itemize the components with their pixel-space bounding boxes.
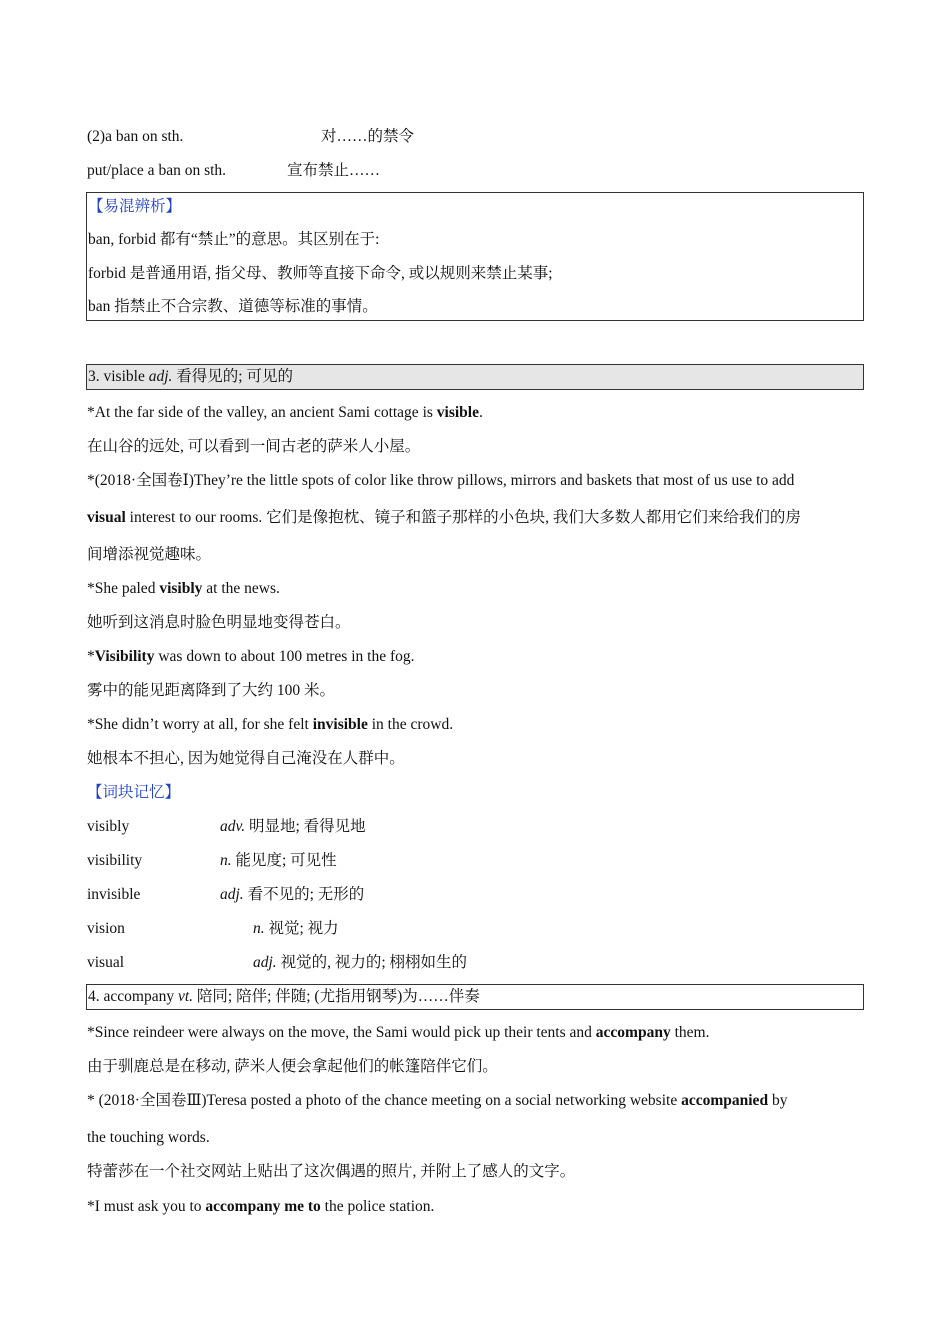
memory-meaning: adj. 视觉的, 视力的; 栩栩如生的 xyxy=(253,954,467,971)
memory-meaning: adj. 看不见的; 无形的 xyxy=(220,886,365,903)
note-line: forbid 是普通用语, 指父母、教师等直接下命令, 或以规则来禁止某事; xyxy=(88,265,553,282)
phrase-put-a-ban-on: put/place a ban on sth. xyxy=(87,162,227,179)
note-line: ban, forbid 都有“禁止”的意思。其区别在于: xyxy=(88,231,380,248)
discrimination-note-title: 【易混辨析】 xyxy=(88,198,182,215)
memory-word: visual xyxy=(87,954,125,971)
note-line: ban 指禁止不合宗教、道德等标准的事情。 xyxy=(88,298,378,315)
memory-word: vision xyxy=(87,920,125,937)
memory-meaning: n. 能见度; 可见性 xyxy=(220,852,337,869)
example-translation: 她根本不担心, 因为她觉得自己淹没在人群中。 xyxy=(87,750,405,767)
example-translation: 特蕾莎在一个社交网站上贴出了这次偶遇的照片, 并附上了感人的文字。 xyxy=(87,1163,576,1180)
memory-word: visibly xyxy=(87,818,130,835)
memory-word: visibility xyxy=(87,852,143,869)
example-sentence: *At the far side of the valley, an ancient Sami cottage is visible. xyxy=(87,404,483,421)
example-translation: 在山谷的远处, 可以看到一间古老的萨米人小屋。 xyxy=(87,438,421,455)
memory-title: 【词块记忆】 xyxy=(87,784,181,801)
phrase-put-a-ban-on-meaning: 宣布禁止…… xyxy=(287,162,381,179)
phrase-a-ban-on-meaning: 对……的禁令 xyxy=(321,128,415,145)
example-sentence-cont: the touching words. xyxy=(87,1129,210,1146)
example-sentence: * (2018·全国卷Ⅲ)Teresa posted a photo of the chance meeting on a social networking website accompanied by xyxy=(87,1092,788,1109)
example-sentence: *(2018·全国卷Ⅰ)They’re the little spots of color like throw pillows, mirrors and baskets that most of us use to add xyxy=(87,472,795,489)
example-translation: 她听到这消息时脸色明显地变得苍白。 xyxy=(87,614,351,631)
example-sentence: *She paled visibly at the news. xyxy=(87,580,280,597)
example-sentence: *I must ask you to accompany me to the police station. xyxy=(87,1198,435,1215)
memory-meaning: adv. 明显地; 看得见地 xyxy=(220,818,366,835)
entry-heading-text: 4. accompany vt. 陪同; 陪伴; 伴随; (尤指用钢琴)为……伴奏 xyxy=(88,988,480,1005)
example-sentence-cont: visual interest to our rooms. 它们是像抱枕、镜子和篮子那样的小色块, 我们大多数人都用它们来给我们的房 xyxy=(87,509,801,526)
discrimination-note-box xyxy=(86,192,864,321)
example-translation: 间增添视觉趣味。 xyxy=(87,546,212,563)
example-sentence: *She didn’t worry at all, for she felt invisible in the crowd. xyxy=(87,716,454,733)
memory-word: invisible xyxy=(87,886,141,903)
example-translation: 雾中的能见距离降到了大约 100 米。 xyxy=(87,682,336,699)
entry-heading-accompany xyxy=(86,984,864,1010)
phrase-a-ban-on: (2)a ban on sth. xyxy=(87,128,184,145)
example-sentence: *Visibility was down to about 100 metres in the fog. xyxy=(87,648,415,665)
example-translation: 由于驯鹿总是在移动, 萨米人便会拿起他们的帐篷陪伴它们。 xyxy=(87,1058,498,1075)
example-sentence: *Since reindeer were always on the move, the Sami would pick up their tents and accompany them. xyxy=(87,1024,710,1041)
entry-heading-text: 3. visible adj. 看得见的; 可见的 xyxy=(88,368,293,385)
entry-heading-visible xyxy=(86,364,864,390)
memory-meaning: n. 视觉; 视力 xyxy=(253,920,339,937)
